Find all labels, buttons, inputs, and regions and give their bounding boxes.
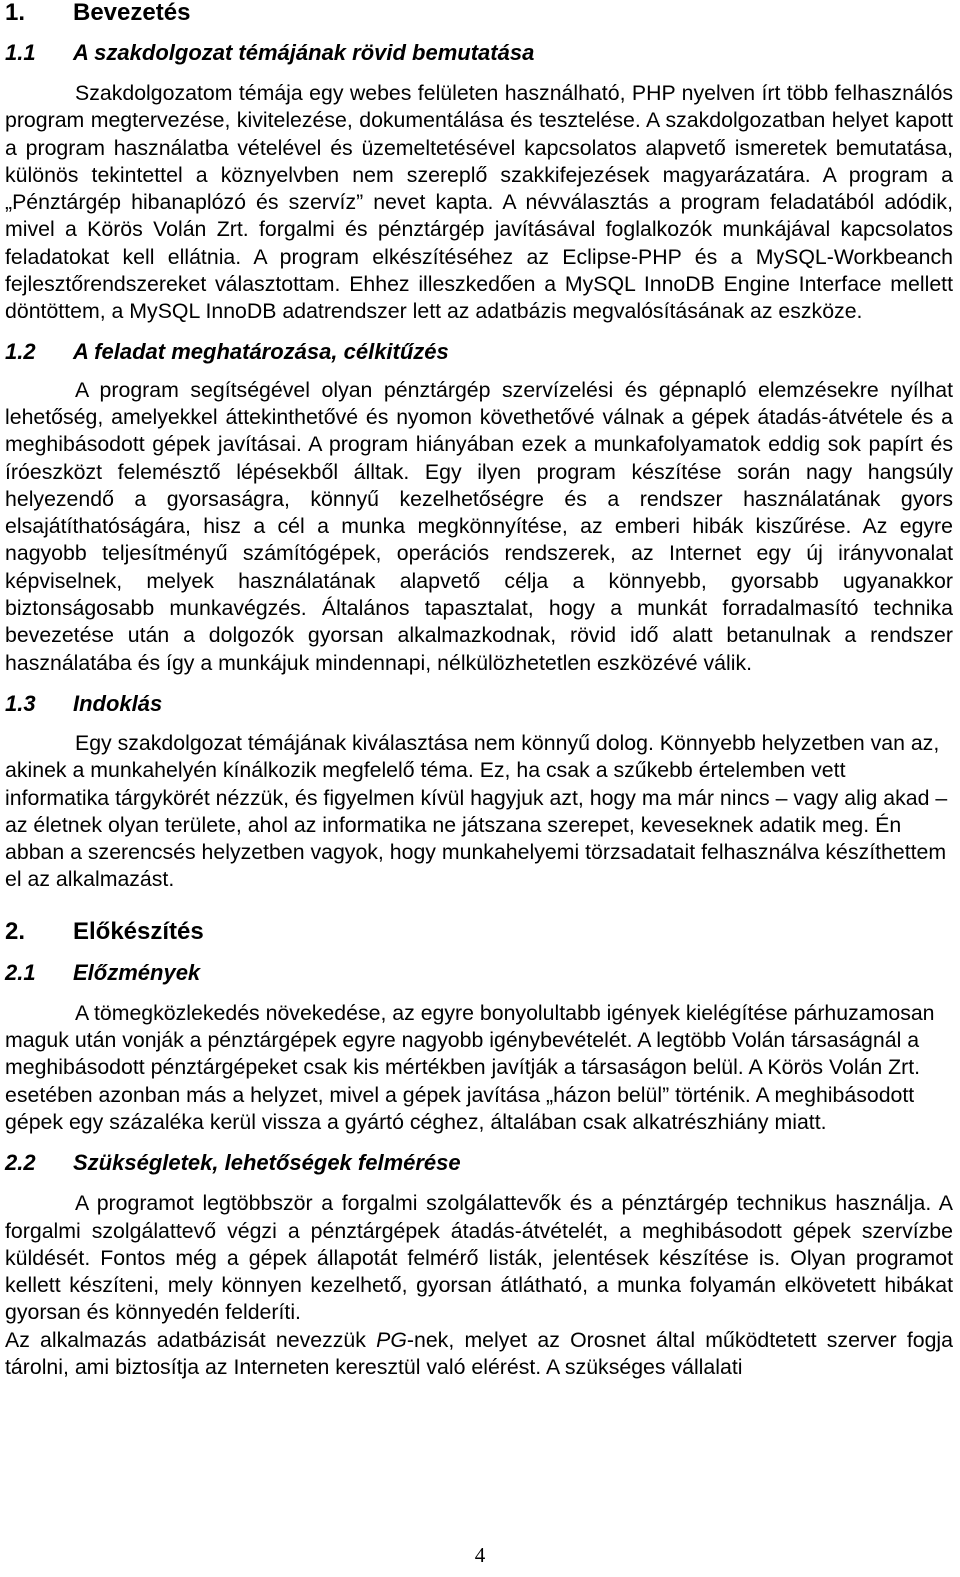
section-title: Indoklás [73,690,163,716]
section-title: Előzmények [73,959,201,985]
paragraph [5,1327,953,1382]
document-page [5,0,953,1381]
paragraph-text: Az alkalmazás adatbázisát nevezzük [5,1327,377,1352]
section-number: 1.3 [5,690,36,716]
section-number: 2.1 [5,959,36,985]
paragraph: A tömegközlekedés növekedése, az egyre bonyolultabb igények kielégítése párhuzamosan maguk után vonják a pénztárgépek egyre nagyobb igénybevételét. A legtöbb Volán társaságnál a meghibásodott pénztárgépeket csak kis mértékben javítják a társaságon belül. A Körös Volán Zrt. esetében azonban más a helyzet, mivel a gépek javítása „házon belül” történik. A meghibásodott gépek egy százaléka kerül vissza a gyártó céghez, általában csak alkatrészhiány miatt. [5,1000,935,1134]
section-number: 1.2 [5,338,36,364]
paragraph-text: -nek, melyet az Orosnet által működtetett szerver fogja tárolni, ami biztosítja az Interneten keresztül való elérést. A szükséges vállalati [5,1327,953,1379]
section-number: 1.1 [5,40,36,65]
page-number: 4 [474,1543,486,1567]
section-title: Előkészítés [73,917,204,945]
section-title: Bevezetés [73,0,191,26]
section-1-1-heading [5,40,953,66]
section-2-2-heading [5,1150,953,1176]
section-number: 1. [5,0,26,26]
paragraph: Szakdolgozatom témája egy webes felületen használható, PHP nyelven írt több felhasználós program megtervezése, kivitelezése, dokumentálása és tesztelése. A szakdolgozatban helyet kapott a program használatba vételével és üzemeltetésével kapcsolatos alapvető ismeretek bemutatása, különös tekintettel a köznyelvben nem szereplő szakkifejezések magyarázatára. A program a „Pénztárgép hibanaplózó és szervíz” nevet kapta. A névválasztás a program feladatából adódik, mivel a Körös Volán Zrt. forgalmi és pénztárgép javításával foglalkozók munkájával kapcsolatos feladatokat kell ellátnia. A program elkészítéséhez az Eclipse-PHP és a MySQL-Workbeanch fejlesztőrendszereket választottam. Ehhez illeszkedően a MySQL InnoDB Engine Interface mellett döntöttem, a MySQL InnoDB adatrendszer lett az adatbázis megvalósításának az eszköze. [5,81,953,324]
italic-term: PG [376,1327,407,1352]
section-1-heading [5,0,953,26]
paragraph: Egy szakdolgozat témájának kiválasztása nem könnyű dolog. Könnyebb helyzetben van az, akinek a munkahelyén kínálkozik megfelelő téma. Ez, ha csak a szűkebb értelemben vett informatika tárgykörét nézzük, és figyelmen kívül hagyjuk azt, hogy ma már nincs – vagy alig akad – az életnek olyan területe, ahol az informatika ne játszana szerepet, keveseknek adatik meg. Én abban a szerencsés helyzetben vagyok, hogy munkahelyemi törzsadatait felhasználva készíthettem el az alkalmazást. [5,730,948,892]
section-number: 2. [5,917,26,945]
paragraph: A programot legtöbbször a forgalmi szolgálattevők és a pénztárgép technikus használja. A forgalmi szolgálattevő végzi a pénztárgépek átadás-átvételét, a meghibásodott gépek szervízbe küldését. Fontos még a gépek állapotát felmérő listák, jelentések készítése is. Olyan programot kellett készíteni, mely könnyen kezelhető, gyorsan átlátható, a munka folyamán elkövetett hibákat gyorsan és könnyedén felderíti. [5,1191,953,1325]
paragraph: A program segítségével olyan pénztárgép szervízelési és gépnapló elemzésekre nyílhat lehetőség, amelyekkel áttekinthetővé és nyomon követhetővé válnak a gépek átadás-átvétele és a meghibásodott gépek javításai. A program hiányában ezek a munkafolyamatok eddig sok papírt és íróeszközt felemésztő lépésekből álltak. Egy ilyen program készítése során nagy hangsúly helyezendő a gyorsaságra, könnyű kezelhetőségre és a rendszer használatának gyors elsajátíthatóságára, hisz a cél a munka megkönnyítése, az emberi hibák kiszűrése. Az egyre nagyobb teljesítményű számítógépek, operációs rendszerek, az Internet egy új irányvonalat képviselnek, melyek használatának alapvető célja a könnyebb, gyorsabb ugyanakkor biztonságosabb munkavégzés. Általános tapasztalat, hogy a munkát forradalmasító technika bevezetése után a dolgozók gyorsan alkalmazkodnak, rövid idő alatt betanulnak a rendszer használatába és így a munkájuk mindennapi, nélkülözhetetlen eszközévé válik. [5,377,953,675]
section-number: 2.2 [5,1150,36,1176]
section-title: Szükségletek, lehetőségek felmérése [73,1150,461,1176]
section-title: A feladat meghatározása, célkitűzés [73,338,449,364]
section-1-3-heading [5,691,953,717]
section-title: A szakdolgozat témájának rövid bemutatása [73,40,535,65]
section-1-2-heading [5,339,953,365]
section-2-1-heading [5,960,953,986]
section-2-heading [5,919,953,945]
